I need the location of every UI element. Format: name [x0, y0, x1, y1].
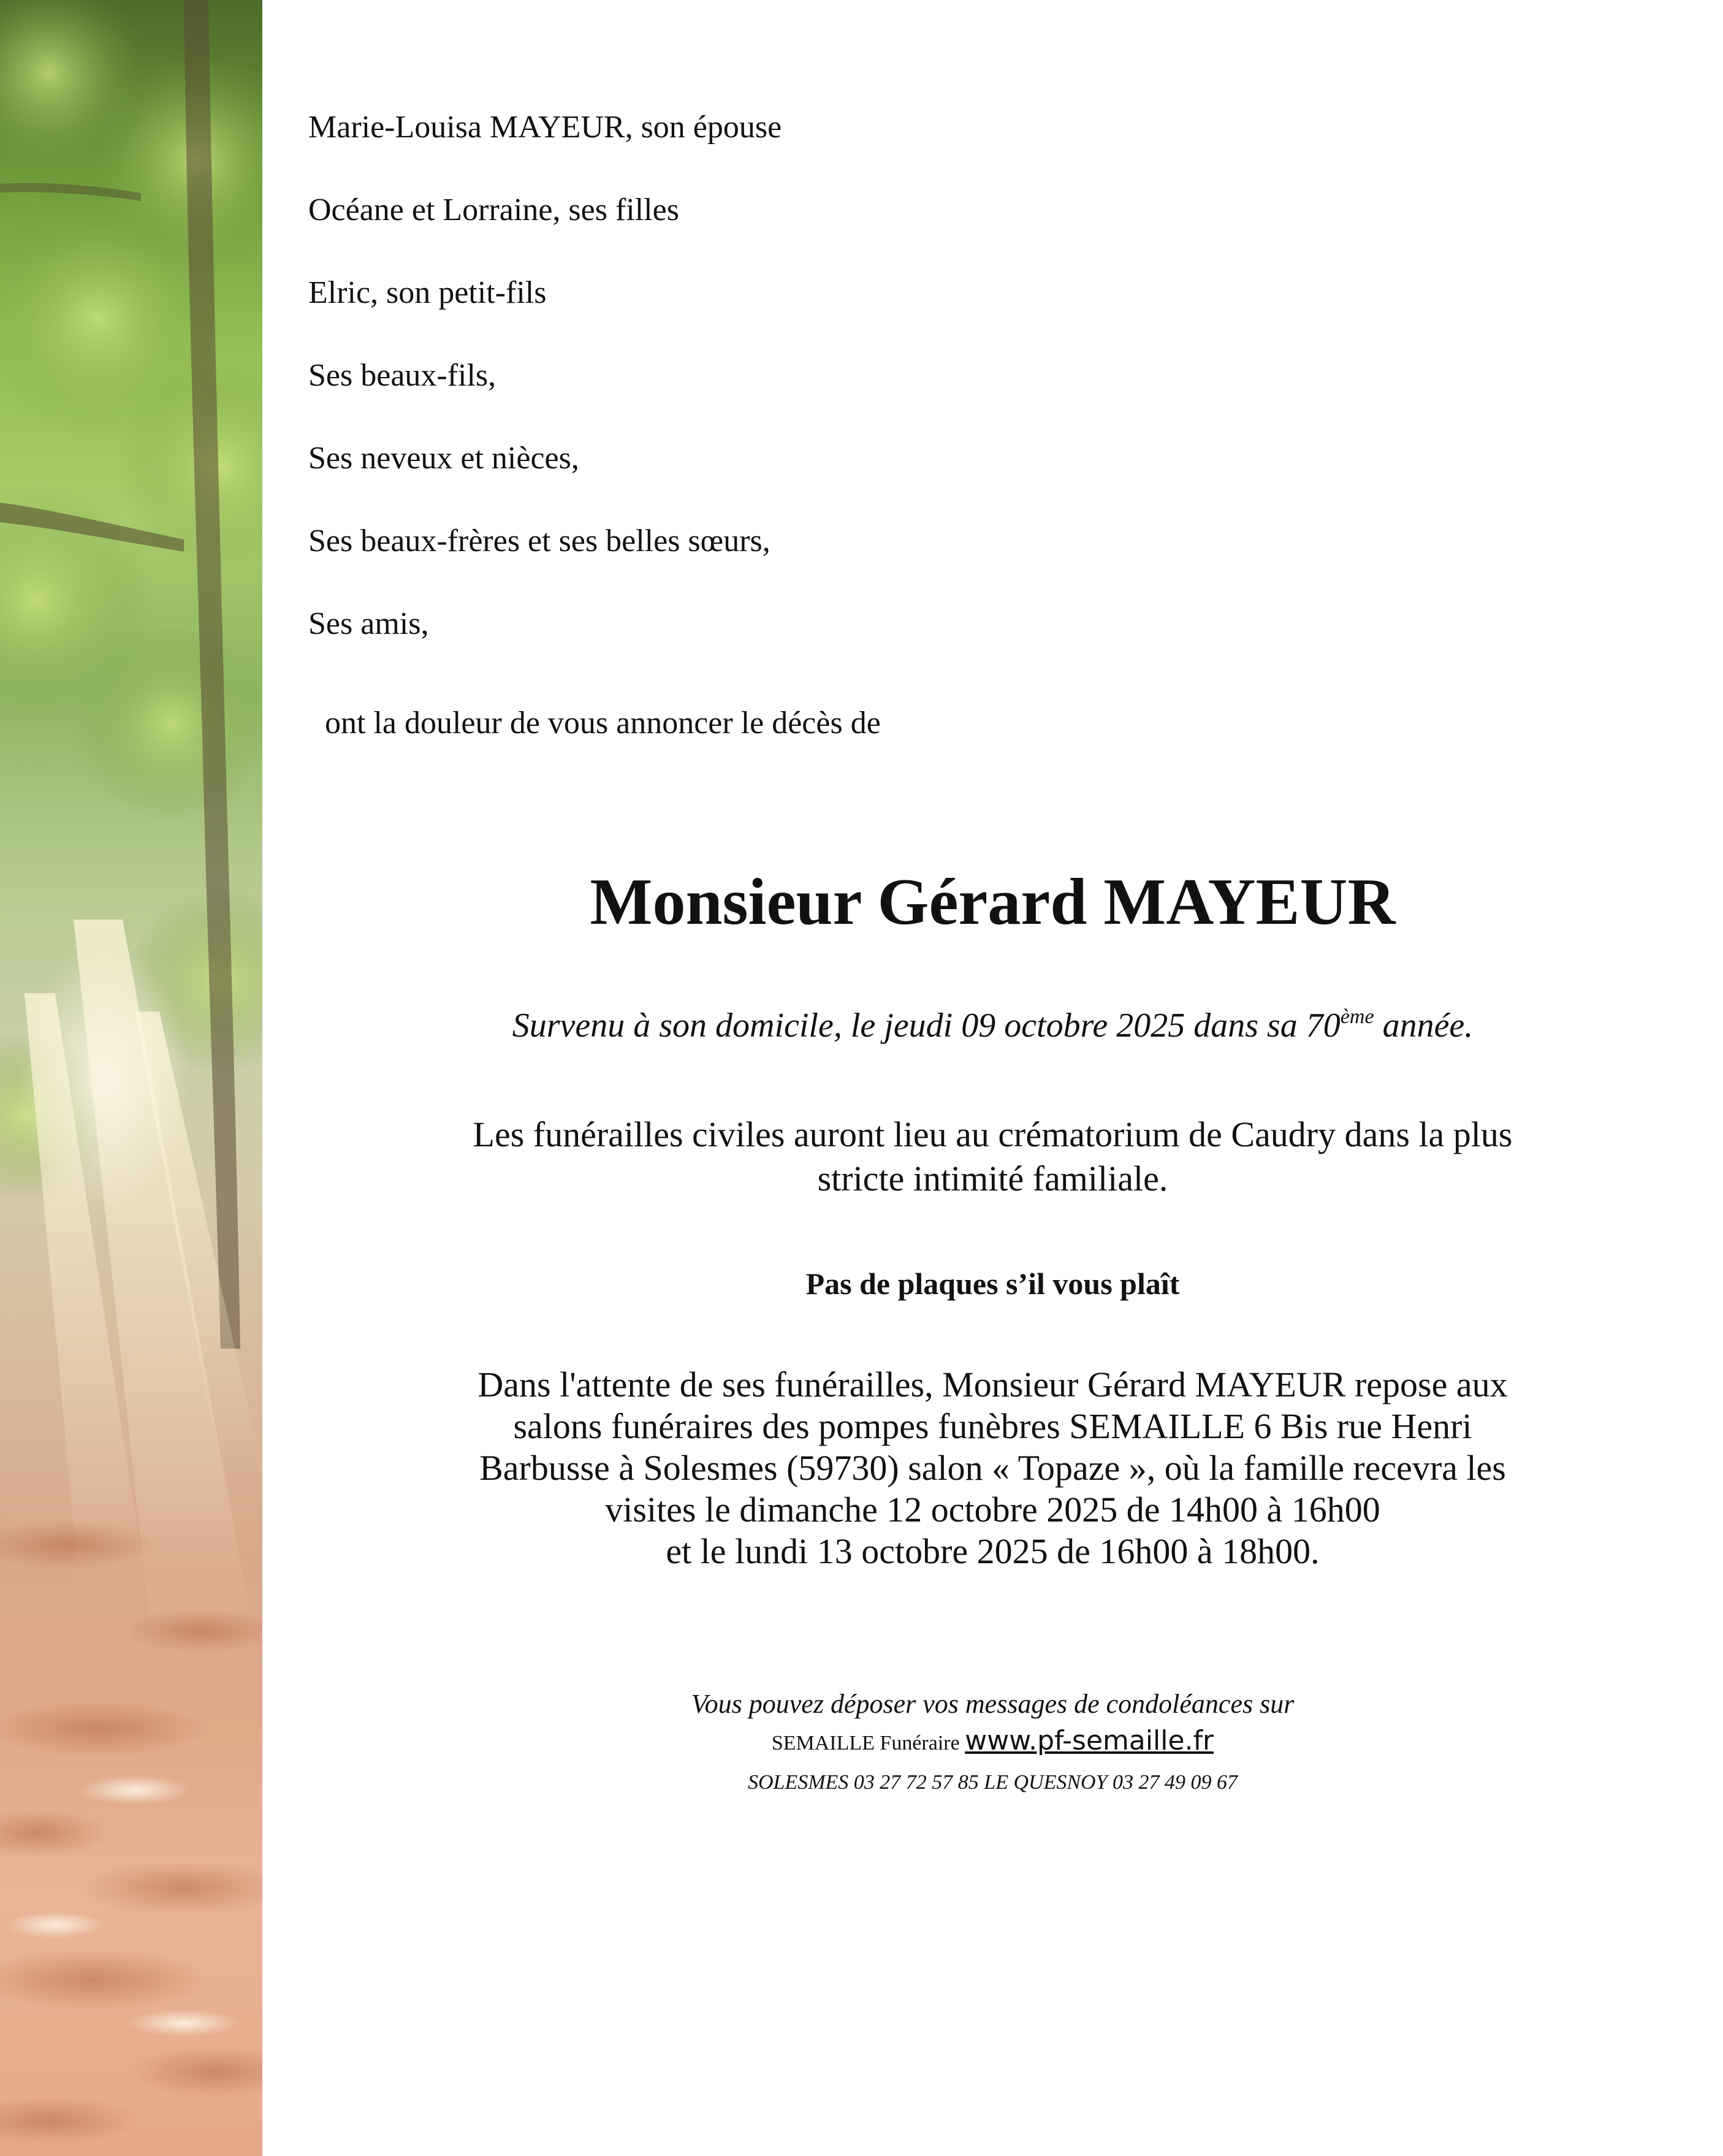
- forest-path-photo: [0, 0, 262, 2156]
- visitation-line: visites le dimanche 12 octobre 2025 de 14h00 à 16h00: [605, 1490, 1380, 1529]
- family-list: [308, 86, 782, 665]
- visitation-line: et le lundi 13 octobre 2025 de 16h00 à 18h00.: [666, 1531, 1320, 1571]
- funeral-info: [262, 1113, 1723, 1201]
- deceased-name: Monsieur Gérard MAYEUR: [590, 866, 1396, 939]
- death-details-end: année.: [1374, 1007, 1474, 1045]
- death-details: [262, 1005, 1723, 1045]
- family-spouse: Marie-Louisa MAYEUR, son épouse: [308, 110, 782, 145]
- funeral-home-footer: [262, 1686, 1723, 1801]
- phone-numbers: SOLESMES 03 27 72 57 85 LE QUESNOY 03 27 49 09 67: [747, 1771, 1238, 1794]
- family-friends: Ses amis,: [308, 606, 429, 641]
- family-nephews-nieces: Ses neveux et nièces,: [308, 441, 579, 476]
- ordinal-suffix: ème: [1340, 1005, 1374, 1028]
- company-name: SEMAILLE Funéraire: [771, 1732, 960, 1754]
- family-daughters: Océane et Lorraine, ses filles: [308, 192, 679, 227]
- visitation-line: Barbusse à Solesmes (59730) salon « Topaze », où la famille recevra les: [479, 1448, 1506, 1488]
- family-in-laws: Ses beaux-frères et ses belles sœurs,: [308, 524, 770, 558]
- company-line: [262, 1723, 1723, 1762]
- forest-illustration: [0, 0, 262, 2156]
- funeral-line: stricte intimité familiale.: [817, 1159, 1168, 1198]
- announcement-text: ont la douleur de vous annoncer le décès de: [325, 706, 881, 741]
- death-details-text: Survenu à son domicile, le jeudi 09 octobre 2025 dans sa 70: [512, 1007, 1341, 1045]
- website-link[interactable]: www.pf-semaille.fr: [965, 1725, 1214, 1756]
- condolences-message: Vous pouvez déposer vos messages de condoléances sur: [691, 1689, 1295, 1719]
- no-plaques-notice: Pas de plaques s’il vous plaît: [805, 1267, 1180, 1301]
- family-grandson: Elric, son petit-fils: [308, 275, 547, 310]
- visitation-line: Dans l'attente de ses funérailles, Monsieur Gérard MAYEUR repose aux: [477, 1365, 1508, 1404]
- family-sons-in-law: Ses beaux-fils,: [308, 358, 496, 393]
- funeral-line: Les funérailles civiles auront lieu au crématorium de Caudry dans la plus: [473, 1114, 1513, 1154]
- visitation-line: salons funéraires des pompes funèbres SEMAILLE 6 Bis rue Henri: [513, 1406, 1472, 1446]
- visitation-info: [262, 1364, 1723, 1572]
